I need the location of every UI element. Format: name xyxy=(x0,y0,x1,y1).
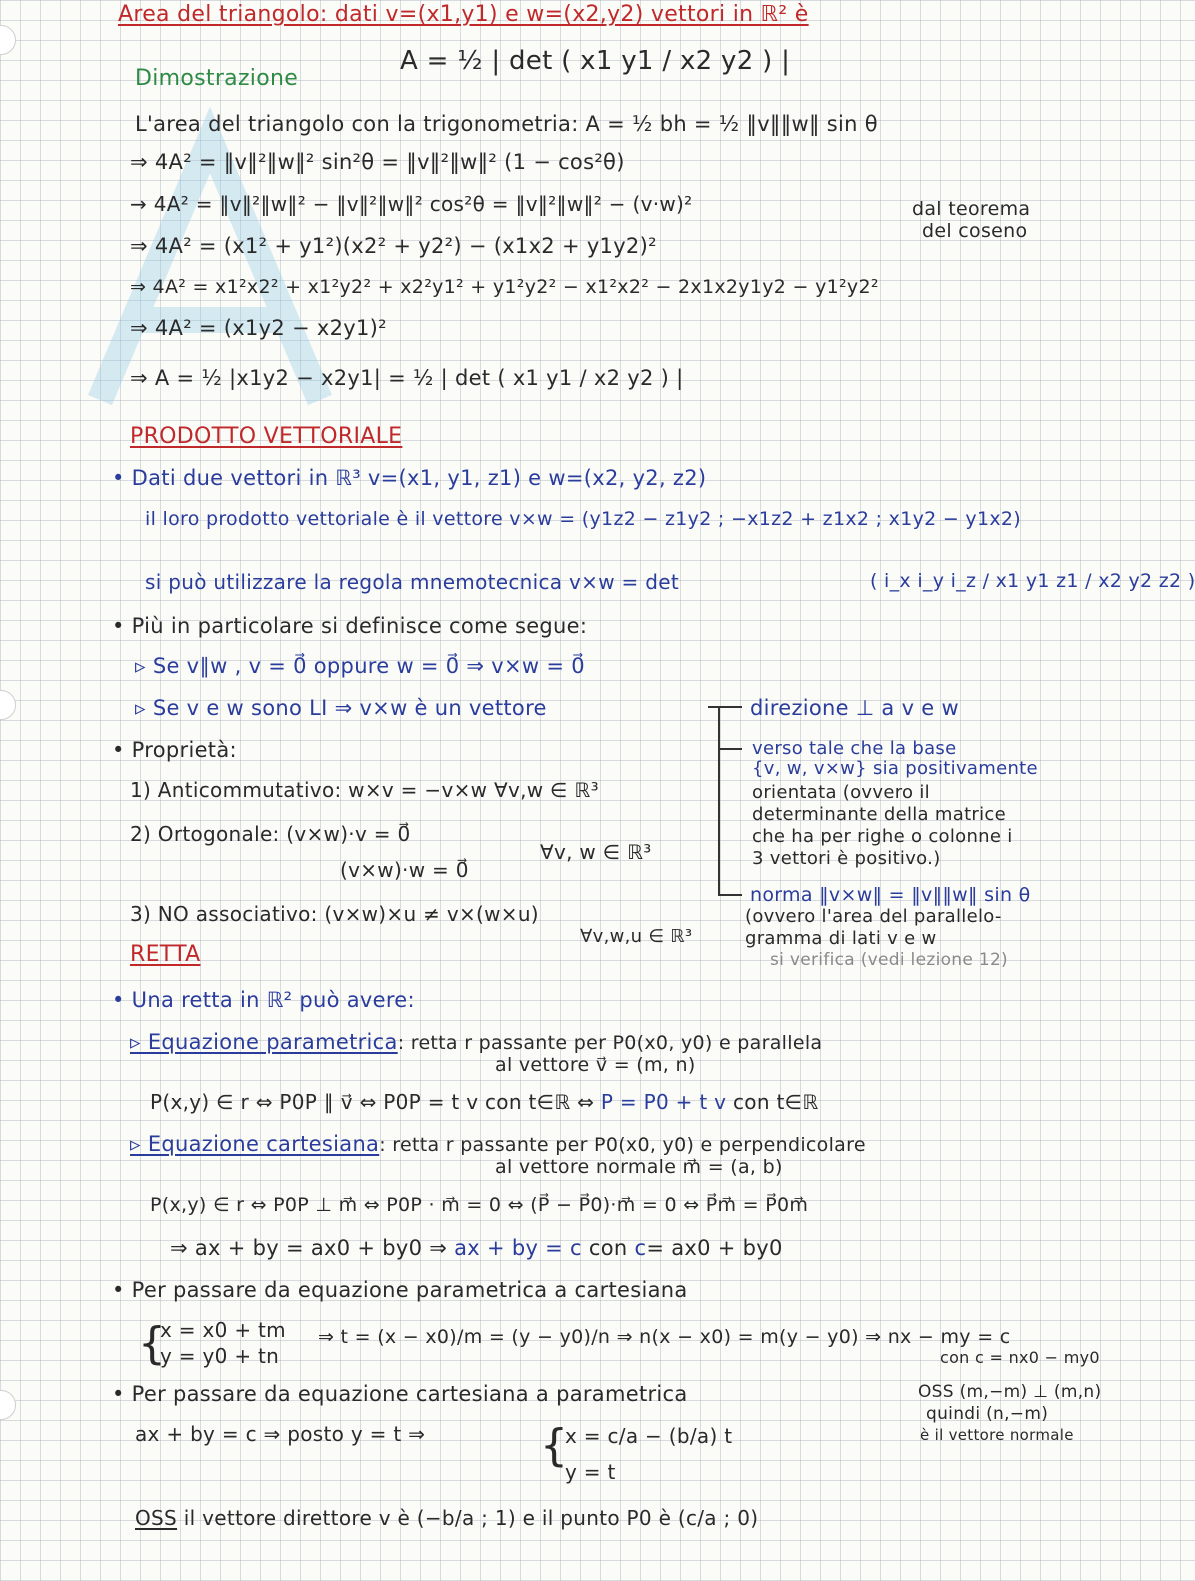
side-verso-5: che ha per righe o colonne i xyxy=(752,826,1013,847)
pv-line-4: • Più in particolare si definisce come segue: xyxy=(112,614,588,638)
retta-param-eq-a: P(x,y) ∈ r ⇔ P0P ∥ v⃗ ⇔ P0P = t v con t∈ℝ ⇔ xyxy=(150,1090,595,1114)
retta-cart-desc-2: al vettore normale m⃗ = (a, b) xyxy=(495,1156,783,1178)
side-bracket-vertical xyxy=(718,706,720,896)
retta-cart-eq-2 xyxy=(170,1236,783,1260)
area-formula: A = ½ | det ( x1 y1 / x2 y2 ) | xyxy=(400,46,791,76)
retta-param-label: ▹ Equazione parametrica xyxy=(130,1030,398,1054)
conv-1-eq: ⇒ t = (x − x0)/m = (y − y0)/n ⇒ n(x − x0) = m(y − y0) ⇒ nx − my = c xyxy=(318,1326,1011,1348)
side-direzione: direzione ⊥ a v e w xyxy=(750,696,959,720)
prop-3: 3) NO associativo: (v×w)×u ≠ v×(w×u) xyxy=(130,902,539,926)
retta-param-eq xyxy=(150,1090,818,1114)
oss-final-text: il vettore direttore v è (−b/a ; 1) e il punto P0 è (c/a ; 0) xyxy=(183,1506,759,1530)
side-bracket-tick-2 xyxy=(718,748,742,750)
conv-2-sys-1: x = c/a − (b/a) t xyxy=(565,1424,733,1448)
retta-param-desc: : retta r passante per P0(x0, y0) e parallela xyxy=(397,1032,823,1054)
section-title-prodotto: PRODOTTO VETTORIALE xyxy=(130,424,403,449)
conv-1-title: • Per passare da equazione parametrica a cartesiana xyxy=(112,1278,688,1302)
prop-1: 1) Anticommutativo: w×v = −v×w ∀v,w ∈ ℝ³ xyxy=(130,778,599,802)
watermark-logo xyxy=(40,80,370,460)
retta-cart-eq-1: P(x,y) ∈ r ⇔ P0P ⊥ m⃗ ⇔ P0P · m⃗ = 0 ⇔ (P⃗ − P⃗0)·m⃗ = 0 ⇔ P⃗m⃗ = P⃗0m⃗ xyxy=(150,1194,809,1216)
prop-2b: (v×w)·w = 0⃗ xyxy=(340,858,469,882)
binder-hole-bottom xyxy=(0,1390,16,1420)
oss-note-3: è il vettore normale xyxy=(920,1426,1074,1444)
proof-step-4: ⇒ 4A² = x1²x2² + x1²y2² + x2²y1² + y1²y2² − x1²x2² − 2x1x2y1y2 − y1²y2² xyxy=(130,276,879,298)
proof-step-3: ⇒ 4A² = (x1² + y1²)(x2² + y2²) − (x1x2 + y1y2)² xyxy=(130,234,657,258)
side-norma: norma ‖v×w‖ = ‖v‖‖w‖ sin θ xyxy=(750,884,1031,906)
prop-2-quantifier: ∀v, w ∈ ℝ³ xyxy=(540,840,652,864)
side-verso-6: 3 vettori è positivo.) xyxy=(752,848,941,869)
conv-2-title: • Per passare da equazione cartesiana a parametrica xyxy=(112,1382,688,1406)
side-verso-1: verso tale che la base xyxy=(752,738,957,759)
retta-cart-label: ▹ Equazione cartesiana xyxy=(130,1132,380,1156)
retta-cart-eq-2d: c xyxy=(634,1236,647,1260)
conv-1-sys-1: x = x0 + tm xyxy=(160,1318,286,1342)
oss-note-1: OSS (m,−m) ⊥ (m,n) xyxy=(918,1382,1102,1402)
pv-line-2: il loro prodotto vettoriale è il vettore v×w = (y1z2 − z1y2 ; −x1z2 + z1x2 ; x1y2 − y1x2) xyxy=(145,508,1022,530)
side-bracket-tick-3 xyxy=(718,894,742,896)
side-bracket-tick-1 xyxy=(708,706,742,708)
section-title-retta: RETTA xyxy=(130,942,201,967)
side-verso-2: {v, w, v×w} sia positivamente xyxy=(752,758,1038,779)
retta-param-eq-c: con t∈ℝ xyxy=(732,1090,819,1114)
retta-param-row xyxy=(130,1030,822,1054)
conv-2-brace: { xyxy=(540,1420,569,1471)
retta-param-desc-2: al vettore v⃗ = (m, n) xyxy=(495,1054,696,1076)
conv-1-sys-2: y = y0 + tn xyxy=(160,1344,280,1368)
binder-hole-top xyxy=(0,25,16,55)
trig-line: L'area del triangolo con la trigonometria: A = ½ bh = ½ ‖v‖‖w‖ sin θ xyxy=(135,112,878,136)
side-norma-3: gramma di lati v e w xyxy=(745,928,937,949)
side-verso-3: orientata (ovvero il xyxy=(752,782,930,803)
retta-cart-eq-2a: ⇒ ax + by = ax0 + by0 ⇒ xyxy=(170,1236,448,1260)
section-title-area: Area del triangolo: dati v=(x1,y1) e w=(x2,y2) vettori in ℝ² è xyxy=(118,2,809,27)
pv-line-1: • Dati due vettori in ℝ³ v=(x1, y1, z1) e w=(x2, y2, z2) xyxy=(112,466,707,490)
side-norma-4: si verifica (vedi lezione 12) xyxy=(770,950,1008,970)
pv-line-5: ▹ Se v∥w , v = 0⃗ oppure w = 0⃗ ⇒ v×w = 0⃗ xyxy=(135,654,585,678)
pv-line-3: si può utilizzare la regola mnemotecnica v×w = det xyxy=(145,570,679,594)
retta-line-1: • Una retta in ℝ² può avere: xyxy=(112,988,415,1012)
oss-note-2: quindi (n,−m) xyxy=(926,1404,1049,1424)
retta-cart-eq-2b: ax + by = c xyxy=(454,1236,582,1260)
pv-line-6: ▹ Se v e w sono LI ⇒ v×w è un vettore xyxy=(135,696,547,720)
binder-hole-middle xyxy=(0,690,16,720)
proof-step-5: ⇒ 4A² = (x1y2 − x2y1)² xyxy=(130,316,387,340)
oss-final xyxy=(135,1506,758,1530)
conv-2-eq: ax + by = c ⇒ posto y = t ⇒ xyxy=(135,1422,426,1446)
proof-step-6: ⇒ A = ½ |x1y2 − x2y1| = ½ | det ( x1 y1 / x2 y2 ) | xyxy=(130,366,684,390)
prop-2a: 2) Ortogonale: (v×w)·v = 0⃗ xyxy=(130,822,411,846)
conv-2-sys-2: y = t xyxy=(565,1460,616,1484)
retta-cart-row xyxy=(130,1132,866,1156)
conv-1-brace: { xyxy=(138,1318,167,1369)
retta-cart-desc: : retta r passante per P0(x0, y0) e perpendicolare xyxy=(379,1134,866,1156)
conv-1-note: con c = nx0 − my0 xyxy=(940,1348,1100,1367)
proprieta-label: • Proprietà: xyxy=(112,738,237,762)
retta-cart-eq-2e: = ax0 + by0 xyxy=(646,1236,783,1260)
oss-final-label: OSS xyxy=(135,1506,178,1530)
side-verso-4: determinante della matrice xyxy=(752,804,1006,825)
teorema-note-1: dal teorema xyxy=(912,198,1031,220)
dimostrazione-label: Dimostrazione xyxy=(135,66,299,91)
prop-3-quantifier: ∀v,w,u ∈ ℝ³ xyxy=(580,926,693,947)
pv-matrix: ( i_x i_y i_z / x1 y1 z1 / x2 y2 z2 ) xyxy=(870,570,1195,592)
teorema-note-2: del coseno xyxy=(922,220,1028,242)
proof-step-2: → 4A² = ‖v‖²‖w‖² − ‖v‖²‖w‖² cos²θ = ‖v‖²‖w‖² − (v·w)² xyxy=(130,192,693,216)
retta-param-eq-b: P = P0 + t v xyxy=(600,1090,727,1114)
side-norma-2: (ovvero l'area del parallelo- xyxy=(745,906,1002,927)
proof-step-1: ⇒ 4A² = ‖v‖²‖w‖² sin²θ = ‖v‖²‖w‖² (1 − cos²θ) xyxy=(130,150,625,174)
retta-cart-eq-2c: con xyxy=(588,1236,628,1260)
